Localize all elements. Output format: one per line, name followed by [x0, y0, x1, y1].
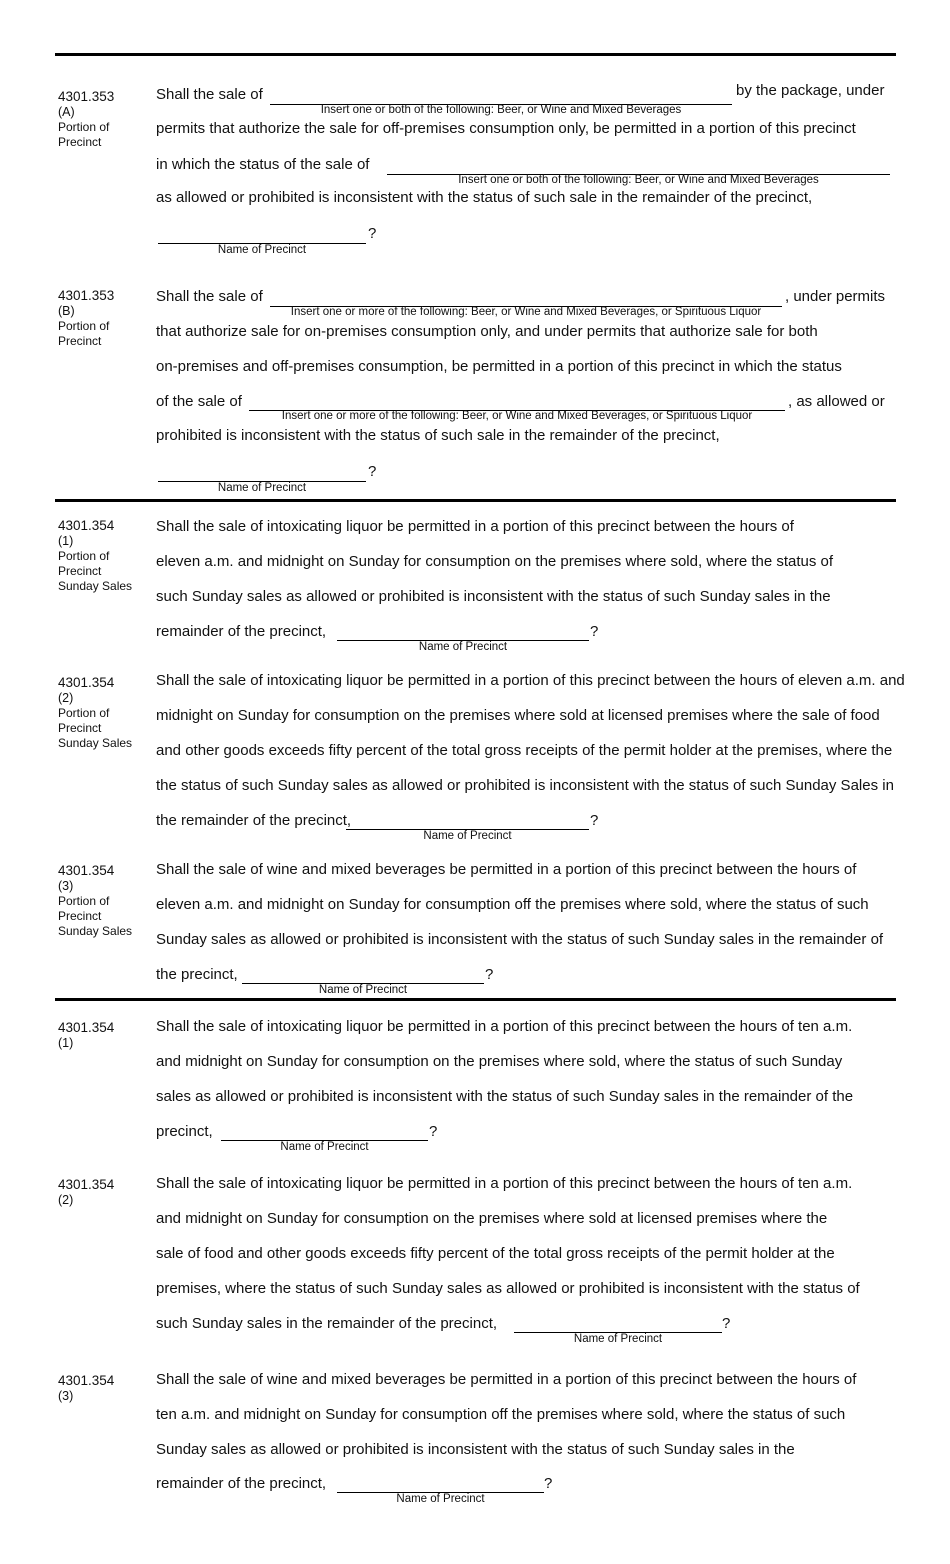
- blank-caption: Name of Precinct: [573, 1333, 663, 1345]
- question-mark: ?: [368, 225, 377, 242]
- question-text: precinct,: [156, 1123, 213, 1140]
- question-text: , as allowed or: [788, 393, 885, 410]
- code-desc-line: Portion of: [58, 120, 110, 134]
- section-code-4301-354-1-sunday: [58, 518, 132, 594]
- question-text: eleven a.m. and midnight on Sunday for consumption on the premises where sold, where the status of: [156, 553, 834, 570]
- blank-caption: Name of Precinct: [318, 984, 408, 996]
- section-divider-2: [55, 998, 896, 1001]
- question-text: of the sale of: [156, 393, 242, 410]
- blank-caption: Insert one or more of the following: Beer, or Wine and Mixed Beverages, or Spirituous Liquor: [281, 410, 753, 422]
- blank-caption: Insert one or both of the following: Beer, or Wine and Mixed Beverages: [320, 104, 682, 116]
- question-text: Shall the sale of intoxicating liquor be permitted in a portion of this precinct between the hours of ten a.m.: [156, 1175, 853, 1192]
- question-text: Shall the sale of: [156, 288, 263, 305]
- blank-caption: Name of Precinct: [280, 1141, 369, 1153]
- code-number: 4301.354: [58, 863, 115, 878]
- question-text: Sunday sales as allowed or prohibited is inconsistent with the status of such Sunday sales in the: [156, 1441, 795, 1458]
- question-text: sale of food and other goods exceeds fifty percent of the total gross receipts of the permit holder at the: [156, 1245, 835, 1262]
- code-sub: (A): [58, 105, 75, 119]
- code-desc-line: Precinct: [58, 135, 102, 149]
- top-rule: [55, 53, 896, 56]
- question-mark: ?: [429, 1123, 438, 1140]
- question-text: Shall the sale of wine and mixed beverages be permitted in a portion of this precinct between the hours of: [156, 861, 857, 878]
- question-text: midnight on Sunday for consumption on the premises where sold at licensed premises where the sale of food: [156, 707, 880, 724]
- question-mark: ?: [368, 463, 377, 480]
- question-text: premises, where the status of such Sunday sales as allowed or prohibited is inconsistent with the status of: [156, 1280, 860, 1297]
- code-number: 4301.353: [58, 89, 115, 104]
- code-sub: (3): [58, 879, 74, 893]
- question-mark: ?: [544, 1475, 553, 1492]
- question-mark: ?: [590, 812, 599, 829]
- code-number: 4301.354: [58, 1373, 115, 1388]
- question-text: Sunday sales as allowed or prohibited is inconsistent with the status of such Sunday sales in the remainder of: [156, 931, 884, 948]
- question-text: remainder of the precinct,: [156, 1475, 327, 1492]
- code-desc-line: Portion of: [58, 894, 110, 908]
- blank-caption: Name of Precinct: [217, 482, 307, 494]
- code-sub: (B): [58, 304, 75, 318]
- code-desc-line: Portion of: [58, 319, 110, 333]
- code-sub: (1): [58, 534, 74, 548]
- question-mark: ?: [485, 966, 494, 983]
- code-number: 4301.354: [58, 675, 115, 690]
- question-text: permits that authorize the sale for off-premises consumption only, be permitted in a portion of this precinct: [156, 120, 856, 137]
- section-code-4301-354-1: [58, 1020, 114, 1051]
- code-desc-line: Precinct: [58, 909, 102, 923]
- section-code-4301-354-3-sunday: [58, 863, 132, 939]
- question-text: and midnight on Sunday for consumption on the premises where sold, where the status of such Sunday: [156, 1053, 843, 1070]
- code-desc-line: Sunday Sales: [58, 924, 133, 938]
- question-text: remainder of the precinct,: [156, 623, 327, 640]
- code-number: 4301.353: [58, 288, 115, 303]
- code-number: 4301.354: [58, 1020, 115, 1035]
- question-text: Shall the sale of intoxicating liquor be permitted in a portion of this precinct between the hours of eleven a.m. and: [156, 672, 905, 689]
- section-code-4301-353-a: [58, 89, 114, 150]
- question-text: Shall the sale of intoxicating liquor be permitted in a portion of this precinct between the hours of: [156, 518, 794, 535]
- section-code-4301-353-b: [58, 288, 114, 349]
- question-text: by the package, under: [736, 82, 885, 99]
- code-desc-line: Portion of: [58, 706, 110, 720]
- section-code-4301-354-2-sunday: [58, 675, 132, 751]
- question-text: prohibited is inconsistent with the status of such sale in the remainder of the precinct,: [156, 427, 720, 444]
- section-code-4301-354-2: [58, 1177, 114, 1208]
- question-text: on-premises and off-premises consumption, be permitted in a portion of this precinct in which the status: [156, 358, 842, 375]
- question-text: such Sunday sales as allowed or prohibited is inconsistent with the status of such Sunday sales in the: [156, 588, 831, 605]
- blank-caption: Insert one or both of the following: Beer, or Wine and Mixed Beverages: [458, 174, 819, 186]
- code-number: 4301.354: [58, 1177, 115, 1192]
- question-mark: ?: [590, 623, 599, 640]
- question-text: such Sunday sales in the remainder of the precinct,: [156, 1315, 498, 1332]
- code-desc-line: Precinct: [58, 564, 102, 578]
- code-desc-line: Precinct: [58, 334, 102, 348]
- question-mark: ?: [722, 1315, 731, 1332]
- question-text: sales as allowed or prohibited is inconsistent with the status of such Sunday sales in the remainder of the: [156, 1088, 854, 1105]
- code-sub: (2): [58, 691, 74, 705]
- code-sub: (2): [58, 1193, 74, 1207]
- question-text: Shall the sale of: [156, 86, 263, 103]
- code-desc-line: Precinct: [58, 721, 102, 735]
- blank-caption: Name of Precinct: [217, 244, 307, 256]
- question-text: Shall the sale of wine and mixed beverages be permitted in a portion of this precinct between the hours of: [156, 1371, 857, 1388]
- code-sub: (1): [58, 1036, 74, 1050]
- question-text: and midnight on Sunday for consumption on the premises where sold at licensed premises where the: [156, 1210, 828, 1227]
- blank-caption: Name of Precinct: [396, 1493, 485, 1505]
- question-text: in which the status of the sale of: [156, 156, 370, 173]
- blank-caption: Insert one or more of the following: Beer, or Wine and Mixed Beverages, or Spirituous Liquor: [290, 306, 762, 318]
- question-text: as allowed or prohibited is inconsistent with the status of such sale in the remainder of the precinct,: [156, 189, 813, 206]
- question-text: and other goods exceeds fifty percent of the total gross receipts of the permit holder at the premises, where the: [156, 742, 893, 759]
- section-code-4301-354-3: [58, 1373, 114, 1404]
- code-number: 4301.354: [58, 518, 115, 533]
- question-text: the remainder of the precinct,: [156, 812, 352, 829]
- question-text: ten a.m. and midnight on Sunday for consumption off the premises where sold, where the status of such: [156, 1406, 846, 1423]
- question-text: the status of such Sunday sales as allowed or prohibited is inconsistent with the status of such Sunday Sales in: [156, 777, 894, 794]
- question-text: the precinct,: [156, 966, 238, 983]
- question-text: eleven a.m. and midnight on Sunday for consumption off the premises where sold, where the status of such: [156, 896, 869, 913]
- question-text: Shall the sale of intoxicating liquor be permitted in a portion of this precinct between the hours of ten a.m.: [156, 1018, 853, 1035]
- question-text: , under permits: [785, 288, 886, 305]
- code-desc-line: Sunday Sales: [58, 736, 133, 750]
- question-text: that authorize sale for on-premises consumption only, and under permits that authorize sale for both: [156, 323, 818, 340]
- blank-caption: Name of Precinct: [423, 830, 512, 842]
- code-desc-line: Portion of: [58, 549, 110, 563]
- code-desc-line: Sunday Sales: [58, 579, 133, 593]
- section-divider-1: [55, 499, 896, 502]
- blank-caption: Name of Precinct: [418, 641, 508, 653]
- code-sub: (3): [58, 1389, 74, 1403]
